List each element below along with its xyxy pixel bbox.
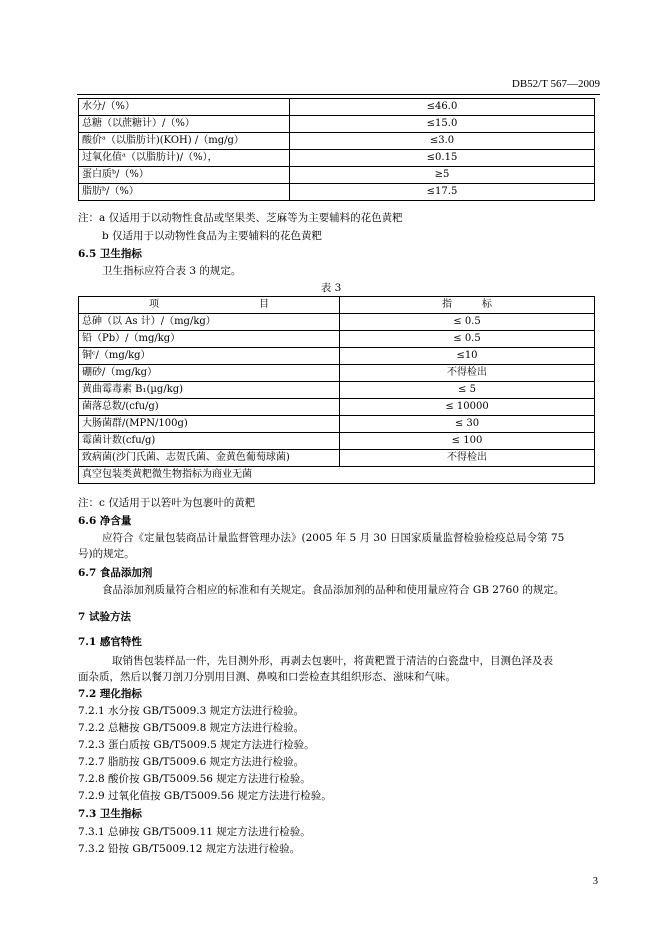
table-cell-value: ≤ 100 — [340, 433, 595, 450]
table-cell-item: 过氧化值ᵃ（以脂肪计)/（%）， — [79, 150, 290, 167]
table-row — [79, 365, 595, 382]
section-heading-6-5: 6.5 卫生指标 — [78, 248, 142, 260]
table-row — [79, 167, 595, 184]
table-cell-value: ≤ 30 — [340, 416, 595, 433]
section-body-6-7: 食品添加剂质量符合相应的标准和有关规定。食品添加剂的品种和使用量应符合 GB 2760 的规定。 — [102, 584, 565, 596]
page-number: 3 — [592, 876, 598, 887]
table-row — [79, 150, 595, 167]
column-header-item: 项 目 — [79, 297, 340, 314]
method-item: 7.3.1 总砷按 GB/T5009.11 规定方法进行检验。 — [78, 826, 311, 838]
table-row — [79, 133, 595, 150]
table-cell-value: ≤ 5 — [340, 382, 595, 399]
table-cell-item: 脂肪ᵇ/（%） — [79, 184, 290, 201]
table-cell-item: 总糖（以蔗糖计）/（%） — [79, 116, 290, 133]
table-note-a: 注：a 仅适用于以动物性食品或坚果类、芝麻等为主要辅料的花色黄粑 — [78, 212, 403, 224]
table-row — [79, 184, 595, 201]
table-cell-item: 致病菌(沙门氏菌、志贺氏菌、金黄色葡萄球菌) — [79, 450, 340, 467]
method-item: 7.2.9 过氧化值按 GB/T5009.56 规定方法进行检验。 — [78, 790, 332, 802]
physicochemical-table — [78, 98, 595, 201]
table-cell-value: 不得检出 — [340, 365, 595, 382]
table-cell-item: 大肠菌群/(MPN/100g) — [79, 416, 340, 433]
column-header-index: 指 标 — [340, 297, 595, 314]
method-item: 7.2.1 水分按 GB/T5009.3 规定方法进行检验。 — [78, 705, 305, 717]
table-cell-item: 总砷（以 As 计）/（mg/kg） — [79, 314, 340, 331]
section-body-7-1-line2: 面杂质，然后以餐刀剖刀分别用目测、鼻嗅和口尝检查其组织形态、滋味和气味。 — [78, 671, 456, 683]
table-row — [79, 331, 595, 348]
table-cell-item: 水分/（%） — [79, 99, 290, 116]
section-heading-6-7: 6.7 食品添加剂 — [78, 567, 153, 579]
table-cell-item: 铅（Pb）/（mg/kg） — [79, 331, 340, 348]
table-cell-item: 菌落总数/(cfu/g) — [79, 399, 340, 416]
table-note-b: b 仅适用于以动物性食品为主要辅料的花色黄粑 — [102, 230, 323, 242]
table-row — [79, 399, 595, 416]
table-cell-value: ≤17.5 — [290, 184, 595, 201]
section-body-6-6-line1: 应符合《定量包装商品计量监督管理办法》(2005 年 5 月 30 日国家质量监督检验检疫总局令第 75 — [102, 532, 565, 544]
table-cell-value: ≤ 10000 — [340, 399, 595, 416]
table-header-row — [79, 297, 595, 314]
section-body-6-6-line2: 号)的规定。 — [78, 548, 135, 560]
table-cell-item: 硼砂/（mg/kg） — [79, 365, 340, 382]
header-rule — [77, 94, 600, 95]
method-item: 7.3.2 铅按 GB/T5009.12 规定方法进行检验。 — [78, 843, 301, 855]
table-span-cell: 真空包装类黄粑微生物指标为商业无菌 — [79, 467, 595, 484]
table-cell-item: 黄曲霉毒素 B₁(µg/kg) — [79, 382, 340, 399]
table-row — [79, 348, 595, 365]
method-item: 7.2.2 总糖按 GB/T5009.8 规定方法进行检验。 — [78, 722, 305, 734]
section-heading-7: 7 试验方法 — [78, 611, 131, 623]
method-item: 7.2.8 酸价按 GB/T5009.56 规定方法进行检验。 — [78, 773, 311, 785]
table-row — [79, 314, 595, 331]
table-cell-value: ≤0.15 — [290, 150, 595, 167]
table-cell-value: ≤ 0.5 — [340, 314, 595, 331]
table-cell-item: 铜ᶜ/（mg/kg） — [79, 348, 340, 365]
table-cell-value: ≤10 — [340, 348, 595, 365]
section-body-7-1-line1: 取销售包装样品一件，先目测外形，再剥去包裹叶，将黄粑置于清洁的白瓷盘中，目测色泽及表 — [112, 655, 553, 667]
section-heading-6-6: 6.6 净含量 — [78, 515, 132, 527]
table-cell-value: ≤3.0 — [290, 133, 595, 150]
table-row — [79, 382, 595, 399]
table-row — [79, 467, 595, 484]
section-heading-7-3: 7.3 卫生指标 — [78, 808, 142, 820]
table-note-c: 注：c 仅适用于以箬叶为包裹叶的黄粑 — [78, 497, 256, 509]
table-row — [79, 450, 595, 467]
table-cell-value: ≤ 0.5 — [340, 331, 595, 348]
section-heading-7-2: 7.2 理化指标 — [78, 688, 142, 700]
table-cell-item: 霉菌计数(cfu/g) — [79, 433, 340, 450]
table-cell-item: 酸价ᵃ（以脂肪计)(KOH) /（mg/g） — [79, 133, 290, 150]
table-cell-value: 不得检出 — [340, 450, 595, 467]
section-heading-7-1: 7.1 感官特性 — [78, 636, 142, 648]
table-cell-value: ≥5 — [290, 167, 595, 184]
table-cell-item: 蛋白质ᵇ/（%） — [79, 167, 290, 184]
method-item: 7.2.7 脂肪按 GB/T5009.6 规定方法进行检验。 — [78, 756, 305, 768]
table-cell-value: ≤15.0 — [290, 116, 595, 133]
table-cell-value: ≤46.0 — [290, 99, 595, 116]
table3-caption: 表 3 — [320, 282, 342, 294]
standard-code: DB52/T 567—2009 — [511, 78, 600, 90]
hygiene-table — [78, 296, 595, 484]
section-body-6-5: 卫生指标应符合表 3 的规定。 — [102, 265, 242, 277]
table-row — [79, 416, 595, 433]
table-row — [79, 116, 595, 133]
table-row — [79, 99, 595, 116]
method-item: 7.2.3 蛋白质按 GB/T5009.5 规定方法进行检验。 — [78, 739, 315, 751]
table-row — [79, 433, 595, 450]
